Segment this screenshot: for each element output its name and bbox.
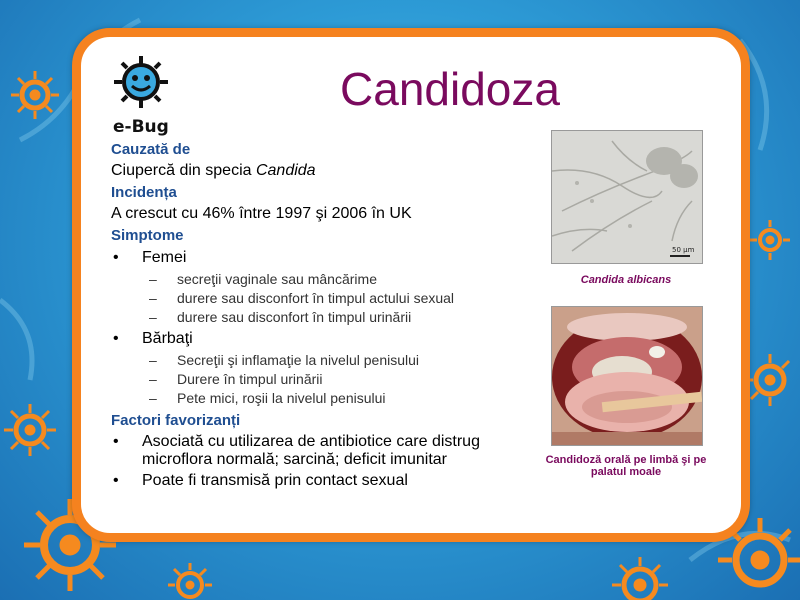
bullet-women: • Femei [113,249,187,266]
symptom-item: – Pete mici, roşii la nivelul penisului [149,390,386,406]
incidence-line: A crescut cu 46% între 1997 şi 2006 în UK [111,205,412,222]
heading-incidence: Incidența [111,184,177,201]
cause-line: Ciupercă din specia Candida [111,162,316,179]
symptom-item: – secreţii vaginale sau mâncărime [149,271,377,287]
slide-title: Candidoza [340,63,560,115]
svg-text:e-Bug: e-Bug [113,117,169,137]
oral-candidiasis-photo [551,306,703,446]
oral-caption: Candidoză orală pe limbă şi pe palatul moale [545,454,707,478]
heading-symptoms: Simptome [111,227,184,244]
svg-text:50 µm: 50 µm [672,246,695,254]
symptom-item: – durere sau disconfort în timpul urinării [149,309,412,325]
heading-factors: Factori favorizanți [111,412,241,429]
symptom-item: – durere sau disconfort în timpul actului sexual [149,290,455,306]
heading-cause: Cauzată de [111,141,191,158]
slide-body [111,139,541,493]
micro-caption: Candida albicans [580,274,672,286]
factor-item: • Asociată cu utilizarea de antibiotice care distrug microflora normală; sarcină; deficit imunitar [113,433,480,468]
ebug-logo [110,52,172,138]
symptom-item: – Secreţii şi inflamaţie la nivelul penisului [149,352,420,368]
factor-item: • Poate fi transmisă prin contact sexual [113,472,408,489]
candida-micrograph [551,130,703,264]
bullet-men: • Bărbaţi [113,330,193,347]
symptom-item: – Durere în timpul urinării [149,371,323,387]
